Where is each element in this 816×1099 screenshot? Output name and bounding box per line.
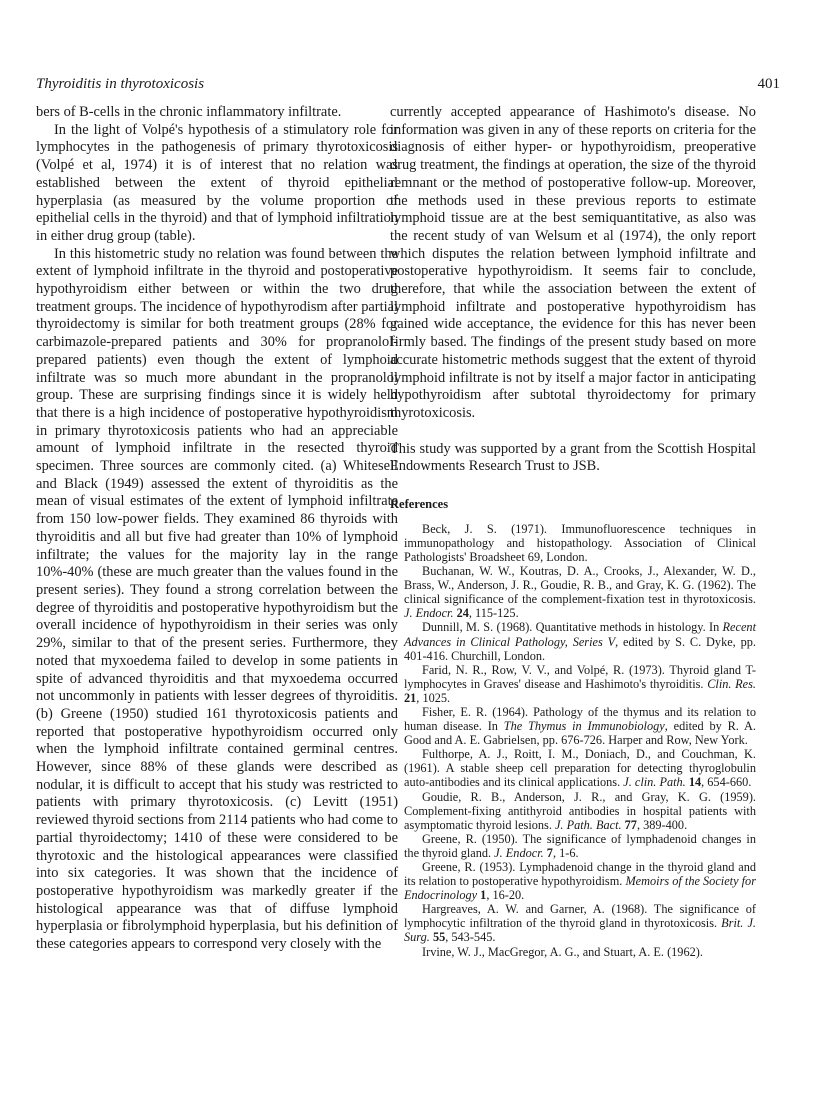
right-column [390,104,756,959]
ref-volume: 7 [546,845,553,860]
ref-journal: Clin. Res. [707,676,756,691]
ref-pages: , 1-6. [552,845,579,860]
ref-volume: 24 [456,606,469,621]
ref-text: Greene, R. (1953). Lymphadenoid change in the thyroid gland and its relation to postoperative hypothyroidism. [404,860,756,889]
ref-pages: , 115-125. [468,606,519,621]
ref-volume: 77 [624,817,637,832]
reference-item [390,832,756,860]
reference-item [390,663,756,705]
page-number: 401 [757,76,780,92]
running-title: Thyroiditis in thyrotoxicosis [36,76,205,92]
ref-pages: , 543-545. [445,930,496,945]
ref-journal: Recent Advances in Clinical Pathology, Series V [404,620,756,649]
ref-journal: J. clin. Path. [623,775,686,790]
reference-item [390,620,756,662]
ref-text: Goudie, R. B., Anderson, J. R., and Gray, K. G. (1959). Complement-fixing antithyroid antibodies in hospital patients with asymptomatic thyroid lesions. [404,789,756,832]
reference-item [390,705,756,747]
body-paragraph: bers of B-cells in the chronic inflammatory infiltrate. [36,104,342,120]
ref-journal: J. Endocr. [494,845,544,860]
ref-journal: J. Path. Bact. [554,817,622,832]
ref-pages: , 1025. [416,690,451,705]
ref-text: Farid, N. R., Row, V. V., and Volpé, R. (1973). Thyroid gland T-lymphocytes in Graves' disease and Hashimoto's thyroiditis. [404,662,756,691]
ref-pages: , 389-400. [636,817,688,832]
ref-text: Greene, R. (1950). The significance of lymphadenoid changes in the thyroid gland. [404,831,756,860]
reference-item [390,945,756,959]
ref-volume: 55 [432,930,446,945]
ref-text: Fisher, E. R. (1964). Pathology of the thymus and its relation to human disease. In [404,704,756,734]
ref-journal: J. Endocr. [404,606,454,621]
ref-text: Irvine, W. J., MacGregor, A. G., and Stuart, A. E. (1962). [422,944,703,959]
ref-journal: The Thymus in Immunobiology [503,719,665,734]
reference-item [390,522,756,564]
reference-item [390,860,756,902]
ref-volume: 1 [480,888,487,903]
ref-text: Beck, J. S. (1971). Immunofluorescence techniques in immunopathology and histopathology. Association of Clinical Pathologists' Broadsheet 69, London. [404,521,756,564]
ref-journal: Brit. J. Surg. [404,916,756,945]
ref-text: Buchanan, W. W., Koutras, D. A., Crooks, J., Alexander, W. D., Brass, W., Anderson, J. R., Goudie, R. B., and Gray, K. G. (1962). The clinical significance of the complement-fixation test in thyrotoxicosis. [404,564,756,607]
ref-text: Fulthorpe, A. J., Roitt, I. M., Doniach, D., and Couchman, K. (1961). A stable sheep cell preparation for detecting thyroglobulin auto-antibodies and its clinical applications. [404,747,756,790]
ref-text: Hargreaves, A. W. and Garner, A. (1968). The significance of lymphocytic infiltration of the thyroid gland in thyrotoxicosis. [404,902,756,931]
body-paragraph: In this histometric study no relation was found between the extent of lymphoid infiltrate in the thyroid and postoperative hypothyroidism either between or within the two drug treatment groups. The incidence of hypothyrodism after partial thyroidectomy is similar for both treatment groups (28% for carbimazole-prepared patients and 30% for propranolol-prepared patients) even though the extent of lymphoid infiltrate was so much more abundant in the propranolol group. These are surprising findings since it is widely held that there is a high incidence of postoperative hypothyroidism in primary thyrotoxicosis patients who had an appreciable amount of lymphoid infiltrate in the resected thyroid specimen. Three sources are commonly cited. (a) Whitesell and Black (1949) assessed the extent of thyroiditis as the mean of visual estimates of the extent of lymphoid infiltrate from 150 low-power fields. They examined 86 thyroids with thyroiditis and all but five had greater than 10% of lymphoid infiltrate; the values for the majority lay in the range 10%-40% (these are much greater than the values found in the present series). They found a strong correlation between the degree of thyroiditis and postoperative hypothyroidism but the overall incidence of hypothyroidism in their series was only 29%, similar to that of the present series. Furthermore, they noted that myxoedema failed to develop in some patients in spite of advanced thyroiditis and that myxoedema occurred not uncommonly in patients with lesser degrees of thyroiditis. (b) Greene (1950) studied 161 thyrotoxicosis patients and reported that postoperative hypothyroidism occurred only when the lymphoid infiltrate contained germinal centres. However, since 88% of these glands were described as nodular, it is difficult to accept that his study was restricted to patients with primary thyrotoxicosis. (c) Levitt (1951) reviewed thyroid sections from 2114 patients who had come to partial thyroidectomy; 1410 of these were considered to be thyrotoxic and the histological appearances were classified into six categories. It was shown that the incidence of postoperative hypothyroidism was markedly greater if the histological appearance was that of diffuse lymphoid hyperplasia or fibrolymphoid hyperplasia, but his definition of these categories appears to correspond very closely with the [36,245,398,953]
ref-journal: Memoirs of the Society for Endocrinology [404,874,756,903]
references-heading: References [390,497,449,512]
ref-pages: , edited by S. C. Dyke, pp. 401-416. Churchill, London. [404,634,756,663]
ref-volume: 21 [404,690,417,705]
body-paragraph-continuation: currently accepted appearance of Hashimoto's disease. No information was given in any of these reports on criteria for the diagnosis of either hyper- or hypothyroidism, preoperative drug treatment, the findings at operation, the size of the thyroid remnant or the method of postoperative follow-up. Moreover, the methods used in these previous reports to estimate lymphoid tissue are at the best semiquantitative, as also was the recent study of van Welsum et al (1974), the only report which disputes the relation between lymphoid infiltrate and postoperative hypothyroidism. It seems fair to conclude, therefore, that while the association between the extent of lymphoid infiltrate and postoperative hypothyroidism has gained wide acceptance, the evidence for this has never been firmly based. The findings of the present study based on more accurate histometric methods suggest that the extent of thyroid lymphoid infiltrate is not by itself a major factor in anticipating hypothyroidism after subtotal thyroidectomy for primary thyrotoxicosis. [390,104,756,421]
ref-pages: , edited by R. A. Good and A. E. Gabrielsen, pp. 676-726. Harper and Row, New York. [404,719,756,748]
left-column [36,104,398,954]
ref-text: Dunnill, M. S. (1968). Quantitative methods in histology. In [422,620,723,635]
body-paragraph: In the light of Volpé's hypothesis of a stimulatory role for lymphocytes in the pathogenesis of primary thyrotoxicosis (Volpé et al, 1974) it is of interest that no relation was established between the extent of thyroid epithelial hyperplasia (as measured by the volume proportion of epithelial cells in the thyroid) and that of lymphoid infiltration in either drug group (table). [36,121,398,244]
reference-item [390,564,756,620]
acknowledgement: This study was supported by a grant from the Scottish Hospital Endowments Research Trust to JSB. [390,440,756,475]
reference-item [390,747,756,789]
ref-volume: 14 [688,775,702,790]
ref-pages: , 654-660. [701,775,752,790]
reference-item [390,790,756,832]
ref-pages: , 16-20. [486,888,525,903]
reference-list [390,522,756,959]
reference-item [390,902,756,944]
